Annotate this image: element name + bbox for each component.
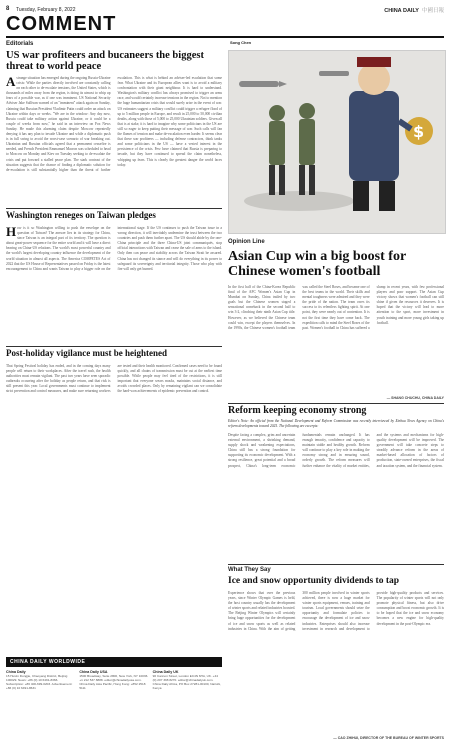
divider [6, 208, 222, 209]
brand-chinese: 中國日報 [421, 8, 444, 14]
editorial-headline: US war profiteers and bucaneers the biggest threat to world peace [6, 50, 204, 73]
svg-text:$: $ [413, 122, 425, 141]
washington-headline: Washington reneges on Taiwan pledges [6, 210, 156, 220]
ice-signature: — CAO ZHIHUI, DIRECTOR OF THE BUREAU OF WINTER SPORTS [333, 736, 444, 740]
cartoon-credit: Song Chen [230, 40, 252, 45]
office-entry: China Daily UK 90 Cannon Street, London EC4N 6HA, UK. +44 (0) 207 398 8270. editor@chinadailyuk.com. China Daily Africa, PO Box 27281-00100, Nairobi, Kenya [152, 670, 221, 691]
page-number: 8 [6, 6, 10, 12]
opinion-label: Opinion Line [228, 239, 265, 245]
footer [6, 657, 222, 690]
reform-headline: Reform keeping economy strong [228, 405, 367, 416]
opinion-body: In the first half of the China-Korea Republic final of the AFC Women's Asian Cup in Mumbai on Sunday, China trailed by two goals but the Chinese women staged a sensational comeback in the second half to win 3-2, clinching their ninth Asian Cup title. However, as we believed the Chinese team could win, except the players themselves. In the 1990s, the Chinese women's football team was called the Steel Roses, and became one of the best teams in the world. Their skills and mental toughness were admired and they were the pride of the nation. The team owes its success to its relentless fighting spirit. At one point, they were nearly out of contention. It is not the first time they have come back. The expedition calls to mind the Steel Roses of the past. Women's football in China has suffered a slump in recent years, with few professional players and poor support. The Asian Cup victory shows that women's football can still shine if given the resources it deserves. It is hoped that the victory will lead to more attention to the sport, more investment in youth training and more young girls taking up football. [228, 285, 444, 330]
what-they-say-label: What They Say [228, 567, 271, 573]
office-list [6, 670, 222, 690]
postholiday-headline: Post-holiday vigilance must be heightened [6, 348, 168, 358]
editor-note: Editor's Note: An official from the National Development and Reform Commission was recently interviewed by Xinhua News Agency on China's reform developments toward 2025. The following are excerpts: [228, 419, 444, 429]
divider [228, 403, 444, 404]
ice-headline: Ice and snow opportunity dividends to tap [228, 576, 400, 586]
washington-body: How is it so Washington willing to push the envelope on the question of Taiwan? The answer lies in its strategy for China, since Taiwan is an integral part of its territory. The question is about great-power sequence for the entire world and it will have a direct bearing on China-US relations. The world's most powerful country and the world's largest developing country influence the development of the world situation in almost all aspects. The America COMPETES Act of 2022 that the US House of Representatives passed on Friday is the latest encouragement to China and wants Taiwan to play a bigger role on the international stage. If the US continues to push the Taiwan issue in a wrong direction, it will inevitably undermine the trust between the two countries and push them further apart. The US should abide by the one-China principle and the three China-US joint communiqués, stop official interactions with Taiwan and cease the sale of arms to the island. Only then can peace and stability across the Taiwan Strait be assured. China has not changed its stance and will do everything in its power to safeguard its sovereignty and territorial integrity. Those who play with fire will only get burned. [6, 226, 222, 271]
editorial-cartoon [228, 50, 446, 234]
editorial-body: Astrange situation has emerged during the ongoing Russia-Ukraine crisis: While the parties directly involved are constantly calling on each other to de-escalate tensions, the United States, which is thousands of miles away from the region, is doing its utmost to whip up fears of a possible war, as if one was imminent. US National Security Adviser Jake Sullivan warned of an "imminent" attack again on Sunday, claiming that Russian President Vladimir Putin could order an attack on Ukraine within days or weeks. "We are in the window: Any day now, Russia could take military action against Ukraine, or it could be a couple of weeks from now," he said in an interview on Fox News Sunday. He made this alarming claim despite Moscow repeatedly denying it has any plan to invade Ukraine and while a diplomatic push is in full swing to avoid the worst-case scenario of war breaking out. Ukrainian and Russian officials agreed that a permanent ceasefire is needed, and French President Emmanuel Macron was scheduled to head to Moscow on Monday and Kiev on Tuesday seeking to de-escalate the crisis and put forward a stalled peace plan. The stark contrast of the situation suggests that the chance of finding a diplomatic solution for de-escalation is still substantially higher than the threat of further escalation. This is what is behind an adviser-led escalation that some fear. What Ukraine and its European allies want is to avoid a military confrontation with their giant neighbour. It is hard to understand. Washington's military conflict has always promised to trigger an arms race, and would certainly increase tensions in the region. Not to mention the huge humanitarian crisis that would surely arise in the event of war. US estimates suggest a military conflict could trigger a refugee flood of up to 5 million people in Europe, and result in 25,000 to 50,000 civilian deaths, along with those of 5,000 to 25,000 Ukrainian soldiers. Given all that is at stake, it is hard to imagine why some politicians in the US are still so eager to keep putting their message of war. Such calls will fan the flames of tension and make de-escalation even harder. It seems clear that these war profiteers — including defense contractors, think tanks and some politicians in the US — have a vested interest in the persistence of the crisis. Few have claimed that Russia is preparing to invade, but they have continued to spread the claim nonetheless, whipping up fears. This is clearly the greatest danger the world faces today. [6, 76, 222, 172]
office-entry: China Daily USA 1500 Broadway, Suite 2800, New York, NY 10036. +1 212 537 8888. editor@chinadailyusa.com. China Daily Asia Pacific, Hong Kong: +852 2518 5111 [79, 670, 149, 691]
opinion-headline: Asian Cup win a big boost for Chinese women's football [228, 249, 406, 279]
opinion-signature: — SHANG CHUCHU, CHINA DAILY [386, 396, 444, 400]
office-entry: China Daily 15 Huixin Dongjie, Chaoyang District, Beijing 100029. News: +86 (0) 10 6491-8366. Subscription: +86 400-699-0203. Advertisement: +86 (0) 10 6491-8631 [6, 670, 73, 691]
footer-bar: CHINA DAILY WORLDWIDE [6, 657, 222, 667]
section-label: Editorials [6, 41, 34, 47]
divider [228, 564, 444, 565]
masthead-brand: CHINA DAILY 中國日報 [384, 8, 444, 14]
reform-body: Despite facing a complex, grim and uncertain external environment, a shrinking demand, supply shock and weakening expectations, China still has a strong foundation for supporting its economic development. With a strong resilience, great potential and a broad prospect, China's long-term economic fundamentals remain unchanged. It has enough tenacity, confidence and capacity to maintain stable and healthy growth. Reform will continue to play a key role in making the economy strong and in ensuring sound, orderly growth. The reform measures will further enhance the vitality of market entities, and the systems and mechanisms for high-quality development will be improved. The government will take concrete steps to steadily advance reform in the areas of market-based allocation of factors of production, state-owned enterprises, the fiscal and taxation system, and the financial system. [228, 433, 444, 468]
title-rule [6, 36, 444, 38]
cartoon-illustration [229, 51, 445, 233]
issue-date: Tuesday, February 8, 2022 [16, 7, 76, 13]
divider [6, 346, 222, 347]
ice-body: Experience shows that over the previous years, since Winter Olympic Games is held, the host country usually has the development of winter sports and related industries boosted. The Beijing Winter Olympics will certainly bring huge opportunities for the development of ice and snow sports as well as related industries in China. With the aim of getting 300 million people involved in winter sports achieved, there is now a huge market for winter sports equipment, venues, training and tourism. Local governments should seize the opportunity and formulate policies to encourage the development of ice and snow industries. Enterprises should also increase investment in research and development to provide high-quality products and services. The popularity of winter sports will not only promote physical fitness, but also drive consumption and boost economic growth. It is to be hoped that the ice and snow economy becomes a new engine for high-quality development in the post-Olympic era. [228, 591, 444, 631]
postholiday-body: That Spring Festival holiday has ended, and in the coming days many people will return to their workplaces. After the travel rush, the health authorities must remain vigilant. The past two years have seen sporadic outbreaks occurring after the holiday as people return, and that risk is still present this year. Local governments must continue to implement strict prevention and control measures, and make sure returning workers are tested and their health monitored. Confirmed cases need to be found quickly, and all chains of transmission must be cut at the earliest time possible. While people may feel tired of the restrictions, it is still important that everyone wears masks, maintains social distance, and avoids crowded places. Only by remaining vigilant can we consolidate the hard-won achievements of epidemic prevention and control. [6, 364, 222, 394]
page-title: COMMENT [6, 13, 117, 35]
drop-cap: A [6, 76, 16, 89]
drop-cap: H [6, 226, 17, 239]
